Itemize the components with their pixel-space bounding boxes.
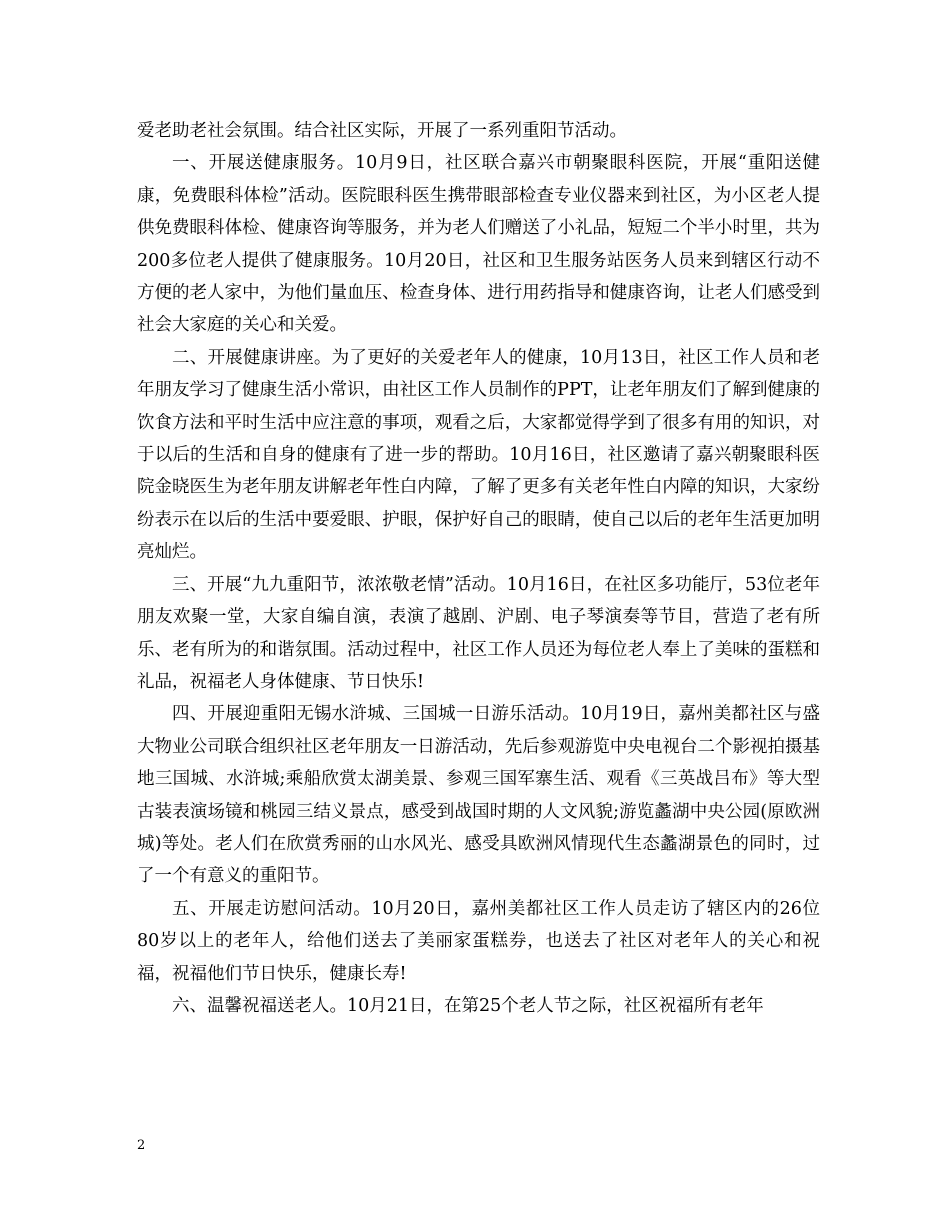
paragraph-wuxi-trip: 四、开展迎重阳无锡水浒城、三国城一日游乐活动。10月19日，嘉州美都社区与盛大物业公司联合组织社区老年朋友一日游活动，先后参观游览中央电视台二个影视拍摄基地三国城、水浒城;乘船欣赏太湖美景、参观三国军寨生活、观看《三英战吕布》等大型古装表演场镜和桃园三结义景点，感受到战国时期的人文风貌;游览蠡湖中央公园(原欧洲城)等处。老人们在欣赏秀丽的山水风光、感受具欧洲风情现代生态蠡湖景色的同时，过了一个有意义的重阳节。	[137, 704, 820, 887]
paragraph-blessings: 六、温馨祝福送老人。10月21日，在第25个老人节之际，社区祝福所有老年	[172, 995, 764, 1016]
paragraph-double-ninth-event: 三、开展“九九重阳节，浓浓敬老情”活动。10月16日，在社区多功能厅，53位老年朋友欢聚一堂，大家自编自演，表演了越剧、沪剧、电子琴演奏等节目，营造了老有所乐、老有所为的和谐氛围。活动过程中，社区工作人员还为每位老人奉上了美味的蛋糕和礼品，祝福老人身体健康、节日快乐!	[137, 574, 820, 692]
page-number: 2	[137, 1138, 146, 1153]
paragraph-continuation: 爱老助老社会氛围。结合社区实际，开展了一系列重阳节活动。	[137, 121, 627, 141]
paragraph-health-service: 一、开展送健康服务。10月9日，社区联合嘉兴市朝聚眼科医院，开展“重阳送健康，免费眼科体检”活动。医院眼科医生携带眼部检查专业仪器来到社区，为小区老人提供免费眼科体检、健康咨询等服务，并为老人们赠送了小礼品，短短二个半小时里，共为200多位老人提供了健康服务。10月20日，社区和卫生服务站医务人员来到辖区行动不方便的老人家中，为他们量血压、检查身体、进行用药指导和健康咨询，让老人们感受到社会大家庭的关心和关爱。	[137, 153, 820, 336]
paragraph-health-lecture: 二、开展健康讲座。为了更好的关爱老年人的健康，10月13日，社区工作人员和老年朋友学习了健康生活小常识，由社区工作人员制作的PPT，让老年朋友们了解到健康的饮食方法和平时生活中应注意的事项，观看之后，大家都觉得学到了很多有用的知识，对于以后的生活和自身的健康有了进一步的帮助。10月16日，社区邀请了嘉兴朝聚眼科医院金晓医生为老年朋友讲解老年性白内障，了解了更多有关老年性白内障的知识，大家纷纷表示在以后的生活中要爱眼、护眼，保护好自己的眼睛，使自己以后的老年生活更加明亮灿烂。	[137, 347, 820, 563]
paragraph-visits: 五、开展走访慰问活动。10月20日，嘉州美都社区工作人员走访了辖区内的26位80岁以上的老年人，给他们送去了美丽家蛋糕券，也送去了社区对老年人的关心和祝福，祝福他们节日快乐，健康长寿!	[137, 898, 820, 984]
document-body	[137, 115, 820, 1022]
